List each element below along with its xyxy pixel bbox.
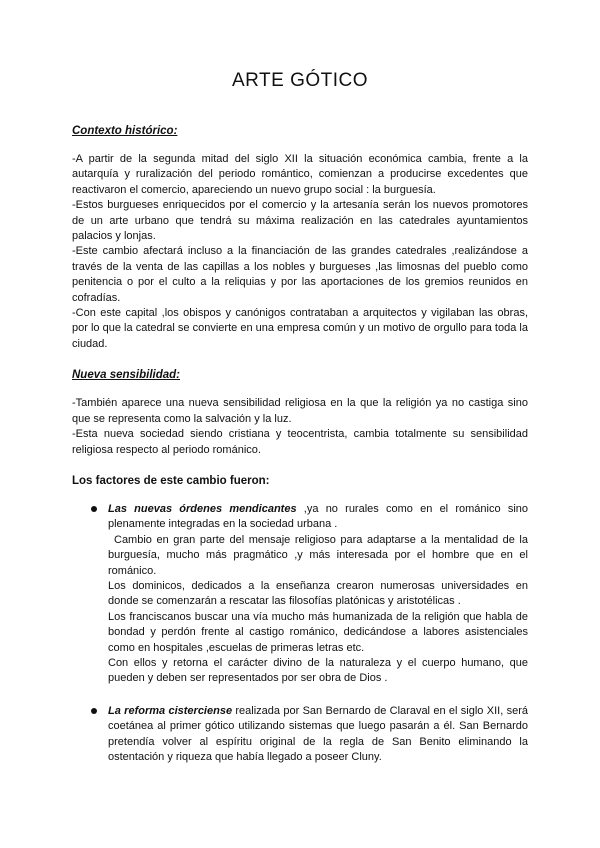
bullet-icon (91, 708, 97, 714)
paragraph: Los franciscanos buscar una vía mucho más humanizada de la religión que habla de bondad y perdón frente al castigo románico, dedicándose a labores asistenciales como en hospitales ,escuelas de primeras letras etc. (108, 610, 528, 654)
paragraph: -A partir de la segunda mitad del siglo XII la situación económica cambia, frente a la autarquía y ruralización del periodo romántico, comienzan a producirse excedentes que reactivaron el comercio, apareciendo un nuevo grupo social : la burguesía. (72, 153, 528, 196)
factors-heading: Los factores de este cambio fueron: (72, 474, 270, 487)
bullet-lead (108, 502, 528, 533)
list-item (72, 502, 528, 687)
list-item (72, 704, 528, 766)
bullet-lead (108, 704, 528, 766)
section-heading: Contexto histórico: (72, 125, 178, 137)
paragraph: Los dominicos, dedicados a la enseñanza crearon numerosas universidades en donde se comenzarán a rescatar las filosofías platónicas y aristotélicas . (108, 579, 528, 608)
paragraph: -También aparece una nueva sensibilidad religiosa en la que la religión ya no castiga sino que se representa como la salvación y la luz. (72, 397, 528, 425)
factors-list (72, 502, 528, 766)
paragraph: -Esta nueva sociedad siendo cristiana y teocentrista, cambia totalmente su sensibilidad religiosa respecto al periodo románico. (72, 428, 528, 456)
section-heading: Nueva sensibilidad: (72, 369, 181, 382)
bullet-lead-text: realizada por San Bernardo de Claraval en el siglo XII, será coetánea al primer gótico utilizando sistemas que luego pasarán a él. San Bernardo pretendía volver al espíritu original de la regla de San Benito eliminando la ostentación y riqueza que había llegado a poseer Cluny. (108, 704, 528, 763)
paragraph: -Este cambio afectará incluso a la financiación de las grandes catedrales ,realizándose a través de la venta de las capillas a los nobles y burgueses ,las limosnas del pueblo como penitencia o por el culto a la reliquias y por las aportaciones de los gremios reunidos en cofradías. (72, 245, 528, 304)
bullet-icon (91, 506, 97, 512)
bullet-head: La reforma cisterciense (108, 704, 233, 717)
section-contexto (72, 125, 528, 352)
section-factores (72, 475, 528, 766)
page-title: ARTE GÓTICO (231, 70, 369, 91)
paragraph: -Con este capital ,los obispos y canónigos contrataban a arquitectos y vigilaban las obras, por lo que la catedral se convierte en una empresa común y un motivo de orgullo para toda la ciudad. (72, 307, 528, 350)
section-sensibilidad (72, 369, 528, 458)
paragraph: -Estos burgueses enriquecidos por el comercio y la artesanía serán los nuevos promotores de un arte urbano que tendrá su máxima realización en las catedrales ayuntamientos palacios y lonjas. (72, 199, 528, 243)
paragraph: Cambio en gran parte del mensaje religioso para adaptarse a la mentalidad de la burguesía, mucho más pragmático ,y más interesada por el hombre que en el románico. (108, 533, 528, 577)
bullet-lead-text: ,ya no rurales como en el románico sino plenamente integradas en la sociedad urbana . (108, 502, 528, 531)
bullet-head: Las nuevas órdenes mendicantes (108, 502, 297, 515)
paragraph: Con ellos y retorna el carácter divino de la naturaleza y el cuerpo humano, que pueden y deben ser representados por ser obra de Dios . (108, 656, 528, 685)
